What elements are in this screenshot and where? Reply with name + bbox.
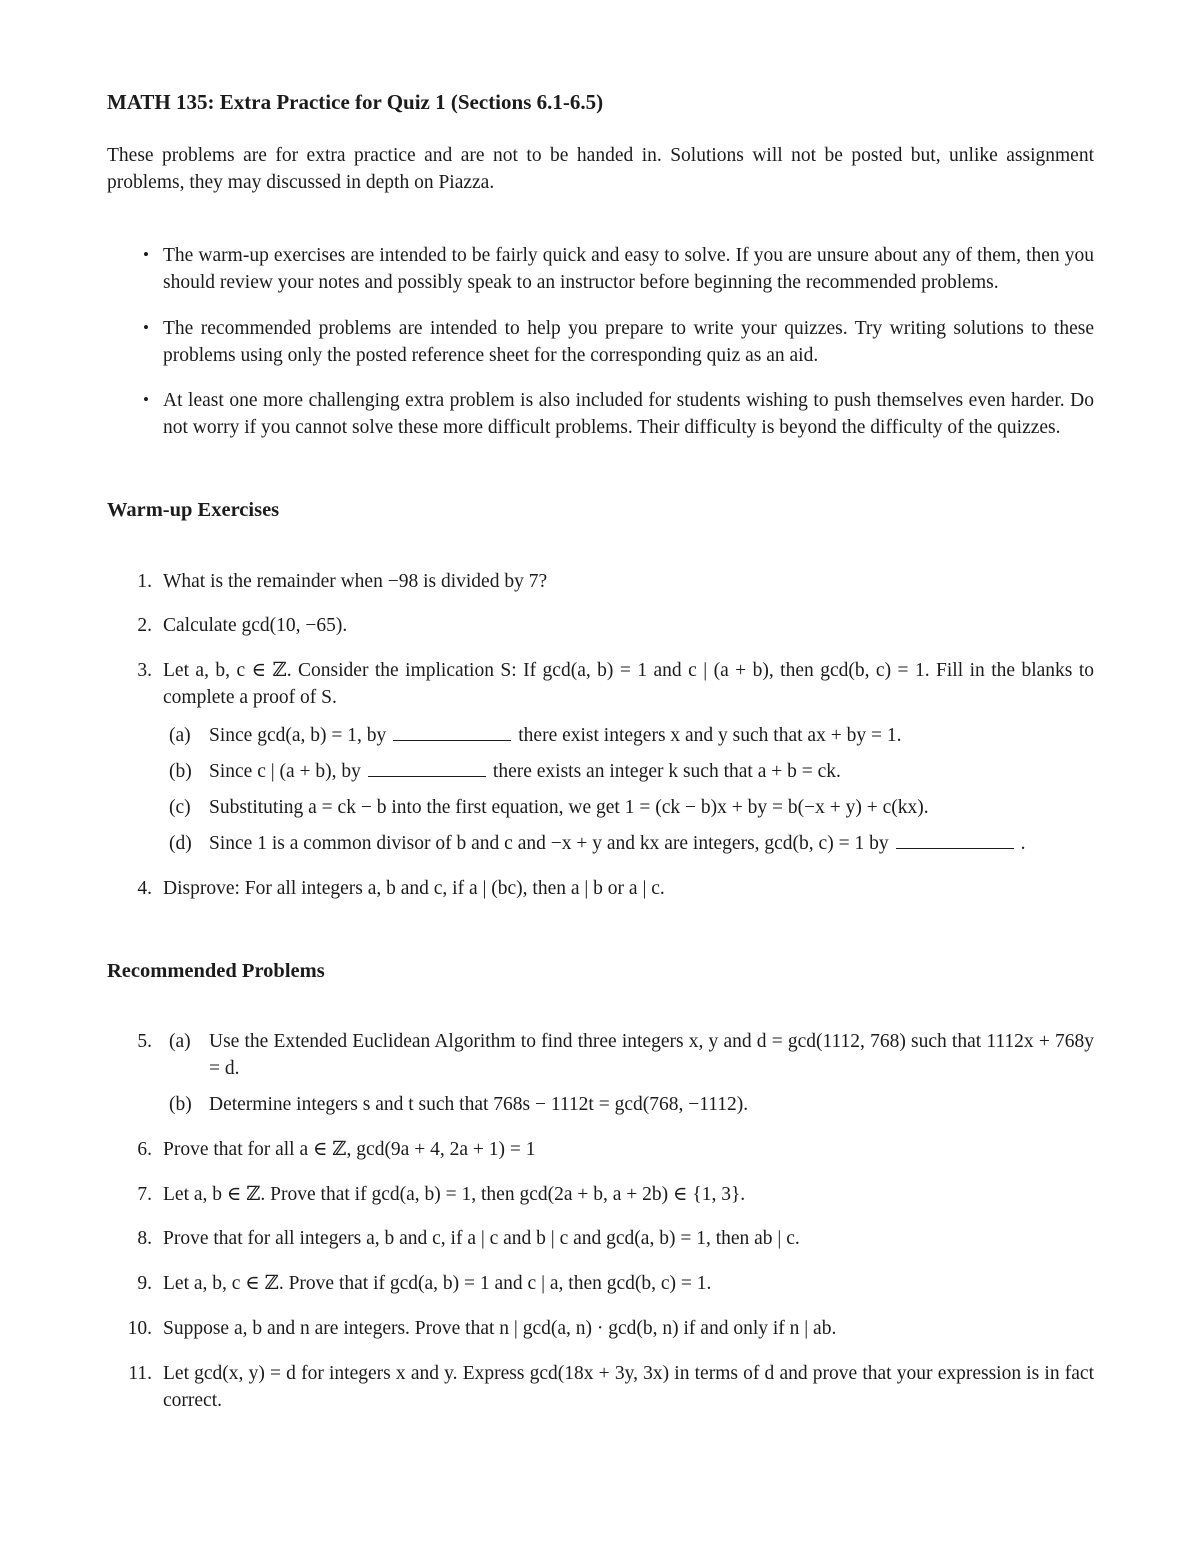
bullet-item bbox=[143, 388, 1094, 442]
subproblem-text bbox=[209, 759, 1094, 786]
problem-item-4 bbox=[107, 876, 1094, 903]
problem-number: 8. bbox=[137, 1228, 152, 1250]
bullet-text-warmup-note: The warm-up exercises are intended to be fairly quick and easy to solve. If you are unsure about any of them, then you should review your notes and possibly speak to an instructor before beginning the recommended problems. bbox=[163, 244, 1094, 293]
subproblem-text bbox=[209, 831, 1094, 858]
subproblem-list bbox=[163, 723, 1094, 858]
problem-number: 1. bbox=[137, 570, 152, 592]
problem-text: Calculate gcd(10, −65). bbox=[163, 615, 348, 637]
text-after-blank: there exists an integer k such that a + b = ck. bbox=[492, 761, 841, 783]
problem-item-8 bbox=[107, 1226, 1094, 1253]
problem-number: 6. bbox=[137, 1138, 152, 1160]
bullet-marker: • bbox=[143, 244, 149, 264]
section-heading-recommended: Recommended Problems bbox=[107, 959, 325, 982]
subproblem-text: Use the Extended Euclidean Algorithm to find three integers x, y and d = gcd(1112, 768) such that 1112x + 768y = d. bbox=[209, 1030, 1094, 1079]
problem-text: Suppose a, b and n are integers. Prove that n | gcd(a, n) · gcd(b, n) if and only if n | ab. bbox=[163, 1318, 837, 1340]
text-after-blank: . bbox=[1020, 832, 1026, 854]
problem-item-9 bbox=[107, 1271, 1094, 1298]
problem-body bbox=[163, 1029, 1094, 1119]
subproblem-list bbox=[163, 1029, 1094, 1119]
problem-text: Disprove: For all integers a, b and c, if a | (bc), then a | b or a | c. bbox=[163, 877, 665, 899]
problem-number: 11. bbox=[128, 1363, 152, 1385]
problem-item-10 bbox=[107, 1316, 1094, 1343]
problem-item-7 bbox=[107, 1182, 1094, 1209]
problem-body bbox=[163, 658, 1094, 857]
text-before-blank: Since c | (a + b), by bbox=[209, 761, 361, 783]
bullet-text-recommended-note: The recommended problems are intended to help you prepare to write your quizzes. Try writing solutions to these problems using only the posted reference sheet for the corresponding quiz as an aid. bbox=[163, 317, 1094, 366]
subproblem-item-b bbox=[163, 1092, 1094, 1119]
blank-line bbox=[393, 739, 511, 741]
subproblem-label: (a) bbox=[169, 1030, 191, 1052]
problem-text: Let a, b ∈ ℤ. Prove that if gcd(a, b) = 1, then gcd(2a + b, a + 2b) ∈ {1, 3}. bbox=[163, 1183, 746, 1205]
subproblem-label: (a) bbox=[169, 725, 191, 747]
problem-item-2 bbox=[107, 613, 1094, 640]
problem-number: 3. bbox=[137, 660, 152, 682]
blank-line bbox=[368, 775, 486, 777]
text-after-blank: there exist integers x and y such that ax + by = 1. bbox=[518, 725, 902, 747]
text-before-blank: Since 1 is a common divisor of b and c and −x + y and kx are integers, gcd(b, c) = 1 by bbox=[209, 832, 889, 854]
subproblem-item-a bbox=[163, 723, 1094, 750]
subproblem-text: Substituting a = ck − b into the first equation, we get 1 = (ck − b)x + by = b(−x + y) + c(kx). bbox=[209, 796, 929, 818]
section-heading-warmup: Warm-up Exercises bbox=[107, 499, 280, 522]
subproblem-text bbox=[209, 723, 1094, 750]
problem-item-5 bbox=[107, 1029, 1094, 1119]
problem-item-11 bbox=[107, 1361, 1094, 1415]
problem-text: What is the remainder when −98 is divided by 7? bbox=[163, 570, 548, 592]
subproblem-label: (d) bbox=[169, 832, 192, 854]
bullet-text-challenge-note: At least one more challenging extra problem is also included for students wishing to push themselves even harder. Do not worry if you cannot solve these more difficult problems. Their difficulty is beyond the difficulty of the quizzes. bbox=[163, 390, 1094, 439]
problem-number: 9. bbox=[137, 1273, 152, 1295]
problem-item-3 bbox=[107, 658, 1094, 857]
bullet-marker: • bbox=[143, 390, 149, 410]
problem-item-1 bbox=[107, 569, 1094, 596]
bullet-list bbox=[107, 243, 1094, 442]
problem-number: 5. bbox=[137, 1030, 152, 1052]
problem-number: 4. bbox=[137, 877, 152, 899]
problem-number: 7. bbox=[137, 1183, 152, 1205]
subproblem-item-a bbox=[163, 1029, 1094, 1083]
problem-text: Let a, b, c ∈ ℤ. Consider the implication S: If gcd(a, b) = 1 and c | (a + b), then gcd(b, c) = 1. Fill in the blanks to complete a proof of S. bbox=[163, 660, 1094, 709]
problem-item-6 bbox=[107, 1137, 1094, 1164]
subproblem-item-c bbox=[163, 795, 1094, 822]
problem-text: Prove that for all integers a, b and c, if a | c and b | c and gcd(a, b) = 1, then ab | c. bbox=[163, 1228, 800, 1250]
subproblem-item-d bbox=[163, 831, 1094, 858]
problem-number: 10. bbox=[127, 1318, 152, 1340]
subproblem-label: (c) bbox=[169, 796, 191, 818]
page-title: MATH 135: Extra Practice for Quiz 1 (Sections 6.1-6.5) bbox=[107, 90, 604, 114]
problem-text: Let gcd(x, y) = d for integers x and y. Express gcd(18x + 3y, 3x) in terms of d and prove that your expression is in fact correct. bbox=[163, 1363, 1094, 1412]
subproblem-text: Determine integers s and t such that 768s − 1112t = gcd(768, −1112). bbox=[209, 1093, 749, 1115]
bullet-item bbox=[143, 316, 1094, 370]
warmup-problem-list bbox=[107, 569, 1094, 903]
blank-line bbox=[896, 847, 1014, 849]
text-before-blank: Since gcd(a, b) = 1, by bbox=[209, 725, 387, 747]
recommended-problem-list bbox=[107, 1029, 1094, 1415]
problem-text: Let a, b, c ∈ ℤ. Prove that if gcd(a, b) = 1 and c | a, then gcd(b, c) = 1. bbox=[163, 1273, 712, 1295]
subproblem-label: (b) bbox=[169, 1093, 192, 1115]
subproblem-item-b bbox=[163, 759, 1094, 786]
bullet-marker: • bbox=[143, 317, 149, 337]
intro-paragraph: These problems are for extra practice and are not to be handed in. Solutions will not be posted but, unlike assignment problems, they may discussed in depth on Piazza. bbox=[107, 144, 1094, 193]
problem-number: 2. bbox=[137, 615, 152, 637]
subproblem-label: (b) bbox=[169, 761, 192, 783]
bullet-item bbox=[143, 243, 1094, 297]
problem-text: Prove that for all a ∈ ℤ, gcd(9a + 4, 2a + 1) = 1 bbox=[163, 1138, 536, 1160]
